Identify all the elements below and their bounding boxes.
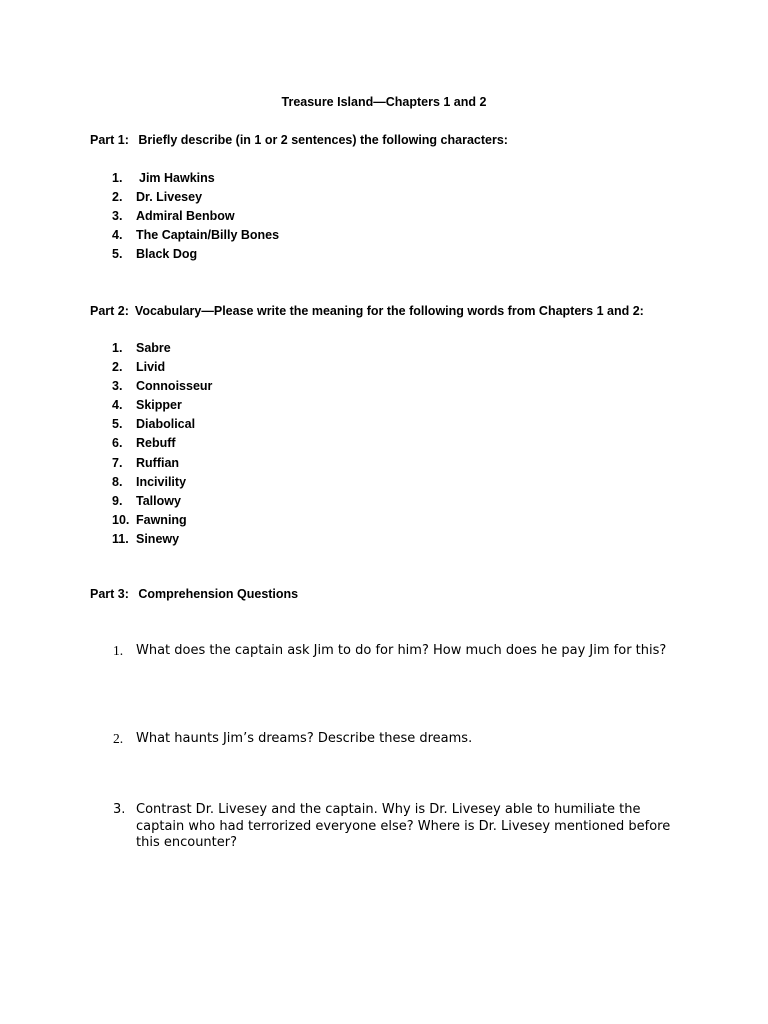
vocab-word: Rebuff: [136, 436, 176, 451]
vocab-word: Livid: [136, 360, 166, 375]
page-title: Treasure Island—Chapters 1 and 2: [281, 95, 487, 109]
vocab-word: Incivility: [136, 474, 187, 489]
part1-heading: [90, 133, 508, 147]
part3-label: Part 3:: [90, 587, 129, 601]
question-text: Contrast Dr. Livesey and the captain. Why is Dr. Livesey able to humiliate the captain who had terrorized everyone else? Where is Dr. Livesey mentioned before this encounter?: [136, 802, 671, 850]
character-name: The Captain/Billy Bones: [136, 228, 280, 243]
part2-label: Part 2:: [90, 304, 129, 318]
vocab-word: Tallowy: [136, 493, 181, 508]
question-text: What does the captain ask Jim to do for him? How much does he pay Jim for this?: [136, 643, 667, 658]
character-name: Black Dog: [136, 247, 198, 262]
vocab-word: Sabre: [136, 341, 171, 355]
part2-heading: [90, 304, 644, 318]
vocab-word: Connoisseur: [136, 379, 213, 394]
part2-instruction: —Please write the meaning for the following words from Chapters 1 and 2:: [201, 304, 644, 318]
character-name: Admiral Benbow: [136, 209, 235, 224]
vocab-word: Sinewy: [136, 531, 180, 546]
part2-vocab-heading: Vocabulary: [134, 304, 202, 318]
part1-instruction: Briefly describe (in 1 or 2 sentences) the following characters:: [138, 133, 508, 147]
part1-label: Part 1:: [90, 133, 129, 147]
worksheet-page: Treasure Island—Chapters 1 and 2 Part 1: Briefly describe (in 1 or 2 sentences) the following characters: 1. Jim Hawkins 2. Dr. Livesey 3. Admiral Benbow 4. The Captain/Billy Bones 5. Black Dog Part 2: Vocabulary—Please write the meaning for the following words from Chapters 1 and 2: 1. Sabre 2. Livid 3. Connoisseur 4. Skipper 5. Diabolical 6. Rebuff 7. Ruffian 8. Incivility 9. Tallowy 10. Fawning 11. Sinewy Part 3: Comprehension Questions 1. What does the captain ask Jim to do for him? How much does he pay Jim for this? 2. What haunts Jim’s dreams? Describe these dreams. 3. Contrast Dr. Livesey and the captain. Why is Dr. Livesey able to humiliate the captain who had terrorized everyone else? Where is Dr. Livesey mentioned before this encounter?: [0, 0, 768, 1024]
part3-heading: [90, 587, 298, 601]
character-name: Dr. Livesey: [136, 190, 203, 205]
vocab-word: Fawning: [136, 512, 187, 527]
question-text: What haunts Jim’s dreams? Describe these dreams.: [136, 731, 473, 746]
vocab-word: Skipper: [136, 398, 182, 413]
part3-comprehension-heading: Comprehension Questions: [138, 587, 299, 601]
vocab-word: Diabolical: [136, 417, 196, 432]
character-name: Jim Hawkins: [139, 171, 215, 185]
vocab-word: Ruffian: [136, 455, 180, 470]
